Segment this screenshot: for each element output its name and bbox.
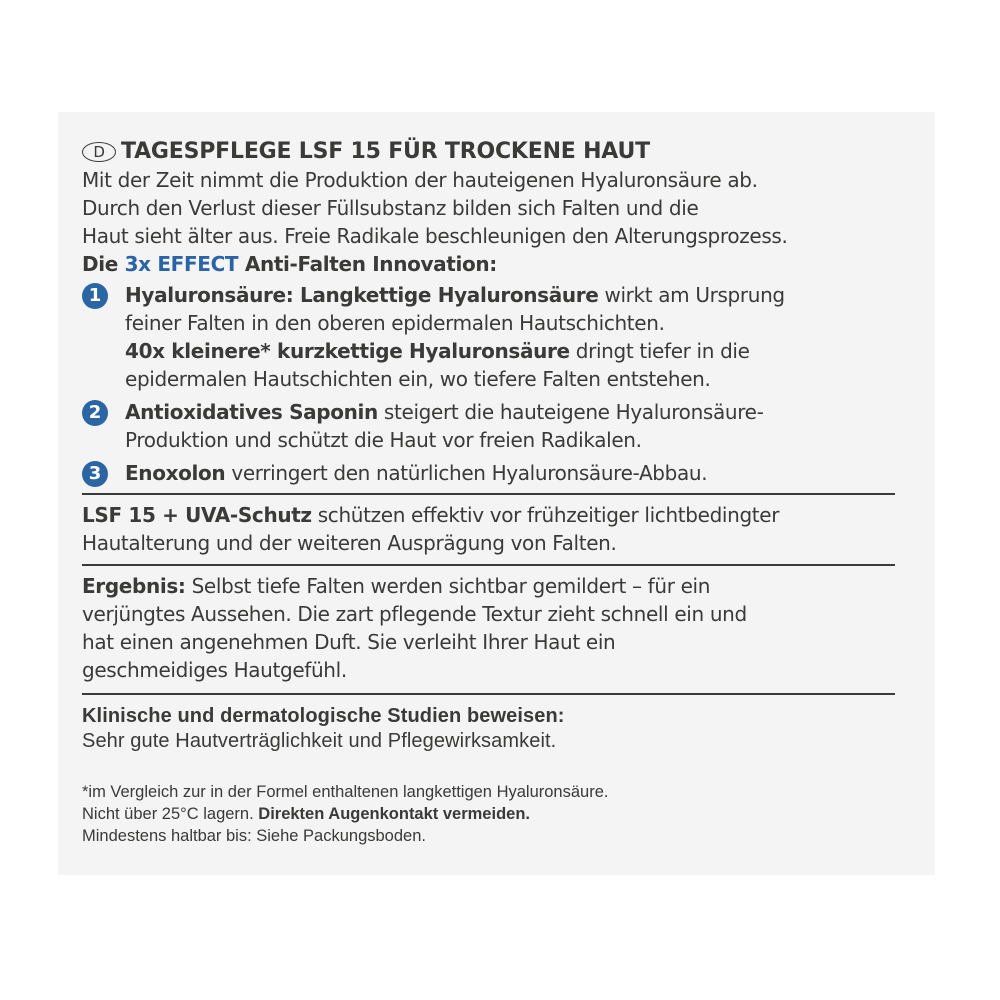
effect-highlight: 3x EFFECT: [124, 252, 239, 276]
product-title-text: TAGESPFLEGE LSF 15 FÜR TROCKENE HAUT: [121, 139, 650, 164]
innovation-heading: Die 3x EFFECT Anti-Falten Innovation:: [82, 252, 497, 276]
studies-section: [82, 704, 897, 754]
result-section: Ergebnis: Selbst tiefe Falten werden sichtbar gemildert – für ein verjüngtes Aussehen. Die zart pflegende Textur zieht schnell ein und hat einen angenehmen Duft. Sie verleiht Ihrer Haut ein geschmeidiges Hautgefühl.: [82, 574, 747, 682]
intro-line: Mit der Zeit nimmt die Produktion der hauteigenen Hyaluronsäure ab.: [82, 168, 758, 192]
divider: [82, 564, 895, 566]
studies-heading: Klinische und dermatologische Studien beweisen:: [82, 705, 565, 727]
number-1-icon: 1: [82, 283, 108, 309]
intro-paragraph: [82, 166, 897, 278]
studies-text: Sehr gute Hautverträglichkeit und Pflegewirksamkeit.: [82, 730, 557, 752]
label-text: [82, 138, 897, 847]
language-badge: D: [82, 142, 116, 162]
intro-line: Haut sieht älter aus. Freie Radikale beschleunigen den Alterungsprozess.: [82, 224, 788, 248]
product-title: [82, 138, 897, 166]
benefit-item-2: 2 Antioxidatives Saponin steigert die hauteigene Hyaluronsäure- Produktion und schützt die Haut vor freien Radikalen.: [82, 398, 897, 454]
divider: [82, 693, 895, 695]
divider: [82, 493, 895, 495]
eye-contact-warning: Direkten Augenkontakt vermeiden.: [258, 805, 530, 823]
uv-protection-section: LSF 15 + UVA-Schutz schützen effektiv vor frühzeitiger lichtbedingter Hautalterung und der weiteren Ausprägung von Falten.: [82, 503, 780, 555]
benefit-item-3: 3 Enoxolon verringert den natürlichen Hyaluronsäure-Abbau.: [82, 459, 897, 487]
benefit-item-1: 1 Hyaluronsäure: Langkettige Hyaluronsäure wirkt am Ursprung feiner Falten in den oberen epidermalen Hautschichten. 40x kleinere* kurzkettige Hyaluronsäure dringt tiefer in die epidermalen Hautschichten ein, wo tiefere Falten entstehen.: [82, 281, 897, 393]
number-3-icon: 3: [82, 461, 108, 487]
footnotes: *im Vergleich zur in der Formel enthaltenen langkettigen Hyaluronsäure. Nicht über 25°C lagern. Direkten Augenkontakt vermeiden. Mindestens haltbar bis: Siehe Packungsboden.: [82, 783, 609, 845]
intro-line: Durch den Verlust dieser Füllsubstanz bilden sich Falten und die: [82, 196, 699, 220]
number-2-icon: 2: [82, 400, 108, 426]
